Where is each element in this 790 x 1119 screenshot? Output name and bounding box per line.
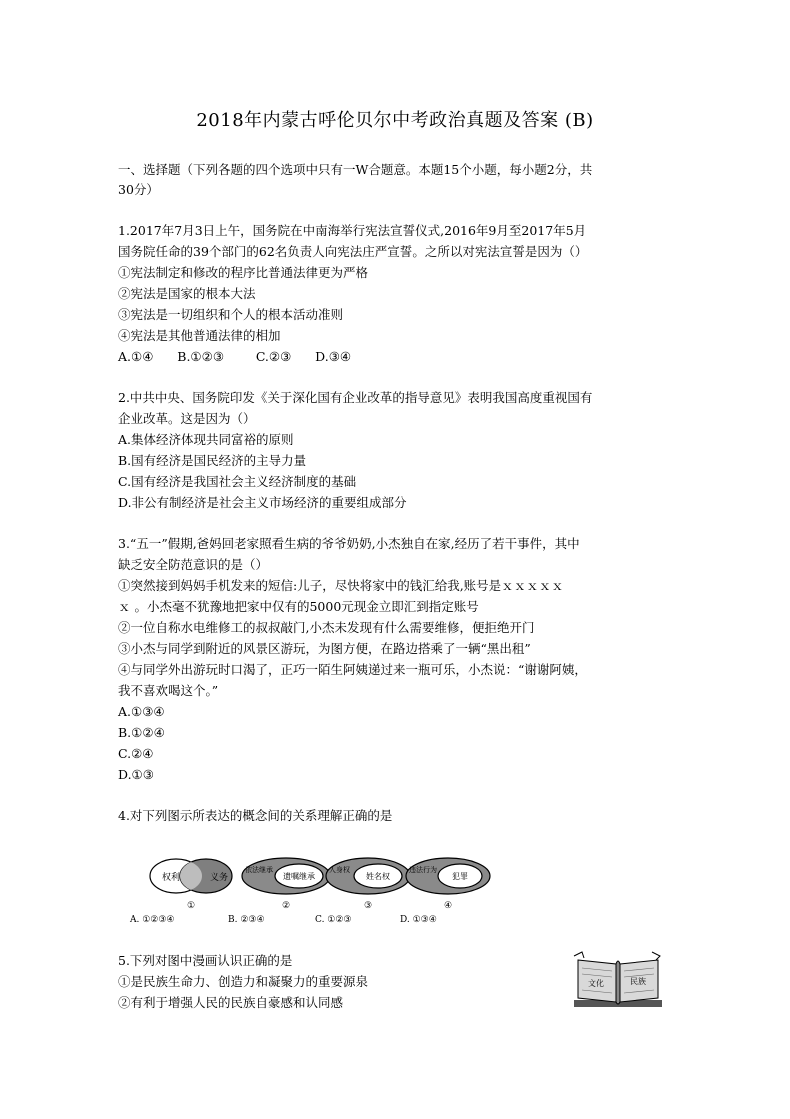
q3-stem-line2: 缺乏安全防范意识的是（） — [118, 557, 269, 572]
diagram-2 — [242, 858, 330, 911]
q2-option-b: B.国有经济是国民经济的主导力量 — [118, 453, 307, 468]
diagram-3 — [326, 858, 410, 911]
d1-number: ① — [186, 901, 196, 911]
q4-option-a: A. ①②③④ — [130, 915, 175, 925]
d3-number: ③ — [363, 901, 373, 911]
q3-stem-line1: 3.“五一”假期,爸妈回老家照看生病的爷爷奶奶,小杰独自在家,经历了若干事件，其中 — [118, 536, 580, 551]
q3-option-c: C.②④ — [118, 746, 154, 761]
q3-statement-2: ②一位自称水电维修工的叔叔敲门,小杰未发现有什么需要维修，便拒绝开门 — [118, 620, 535, 635]
q3-option-a: A.①③④ — [118, 704, 165, 719]
q3-statement-4b: 我不喜欢喝这个。” — [118, 683, 219, 698]
q2-stem-line1: 2.中共中央、国务院印发《关于深化国有企业改革的指导意见》表明我国高度重视国有 — [118, 390, 593, 405]
page-title: 2018年内蒙古呼伦贝尔中考政治真题及答案 (B) — [196, 110, 594, 131]
section-instructions-line1: 一、选择题（下列各题的四个选项中只有一W合题意。本题15个小题，每小题2分，共 — [118, 162, 593, 177]
q5-stem: 5.下列对图中漫画认识正确的是 — [118, 953, 293, 968]
q3-statement-1b: ｘ 。小杰毫不犹豫地把家中仅有的5000元现金立即汇到指定账号 — [118, 599, 479, 614]
q3-statement-1a: ①突然接到妈妈手机发来的短信:儿子，尽快将家中的钱汇给我,账号是ｘｘｘｘｘ — [118, 578, 564, 593]
q5-statement-1: ①是民族生命力、创造力和凝聚力的重要源泉 — [118, 974, 369, 989]
d2-outer-label: 依法继承 — [245, 866, 273, 874]
d3-outer-label: 人身权 — [329, 866, 350, 874]
q1-statement-3: ③宪法是一切组织和个人的根本活动准则 — [118, 307, 344, 322]
q4-option-d: D. ①③④ — [400, 915, 437, 925]
diagram-1 — [150, 859, 232, 911]
d4-outer-label: 违法行为 — [409, 866, 437, 874]
q2-option-a: A.集体经济体现共同富裕的原则 — [118, 432, 294, 447]
q4-concept-diagram — [118, 846, 523, 926]
d2-inner-label: 遗嘱继承 — [283, 872, 315, 881]
q1-statement-4: ④宪法是其他普通法律的相加 — [118, 328, 281, 343]
q1-answer-options: A.①④ B.①②③ C.②③ D.③④ — [118, 349, 352, 364]
d4-inner-label: 犯罪 — [452, 872, 468, 881]
q2-option-d: D.非公有制经济是社会主义市场经济的重要组成部分 — [118, 495, 407, 510]
q4-option-c: C. ①②③ — [315, 915, 352, 925]
cartoon-right-label: 民族 — [630, 977, 646, 986]
cartoon-left-label: 文化 — [588, 979, 604, 988]
d1-left-label: 权利 — [162, 873, 181, 883]
q1-statement-1: ①宪法制定和修改的程序比普通法律更为严格 — [118, 265, 369, 280]
q3-statement-3: ③小杰与同学到附近的风景区游玩，为图方便，在路边搭乘了一辆“黑出租” — [118, 641, 531, 656]
q4-option-b: B. ②③④ — [228, 915, 265, 925]
q2-option-c: C.国有经济是我国社会主义经济制度的基础 — [118, 474, 357, 489]
q3-option-d: D.①③ — [118, 767, 154, 782]
q3-option-b: B.①②④ — [118, 725, 165, 740]
d1-right-label: 义务 — [210, 873, 229, 883]
q4-stem: 4.对下列图示所表达的概念间的关系理解正确的是 — [118, 808, 393, 823]
d4-number: ④ — [443, 901, 453, 911]
section-instructions-line2: 30分） — [118, 182, 159, 197]
diagram-4 — [406, 858, 490, 911]
q3-statement-4a: ④与同学外出游玩时口渴了，正巧一陌生阿姨递过来一瓶可乐，小杰说：“谢谢阿姨， — [118, 662, 587, 677]
q1-statement-2: ②宪法是国家的根本大法 — [118, 286, 256, 301]
book-cartoon-illustration — [572, 950, 664, 1010]
d3-inner-label: 姓名权 — [366, 872, 390, 881]
q2-stem-line2: 企业改革。这是因为（） — [118, 411, 256, 426]
q1-stem-line2: 国务院任命的39个部门的62名负责人向宪法庄严宣誓。之所以对宪法宣誓是因为（） — [118, 244, 588, 259]
d2-number: ② — [281, 901, 291, 911]
q5-statement-2: ②有利于增强人民的民族自豪感和认同感 — [118, 995, 344, 1010]
q1-stem-line1: 1.2017年7月3日上午，国务院在中南海举行宪法宣誓仪式,2016年9月至2017年5月 — [118, 223, 587, 238]
